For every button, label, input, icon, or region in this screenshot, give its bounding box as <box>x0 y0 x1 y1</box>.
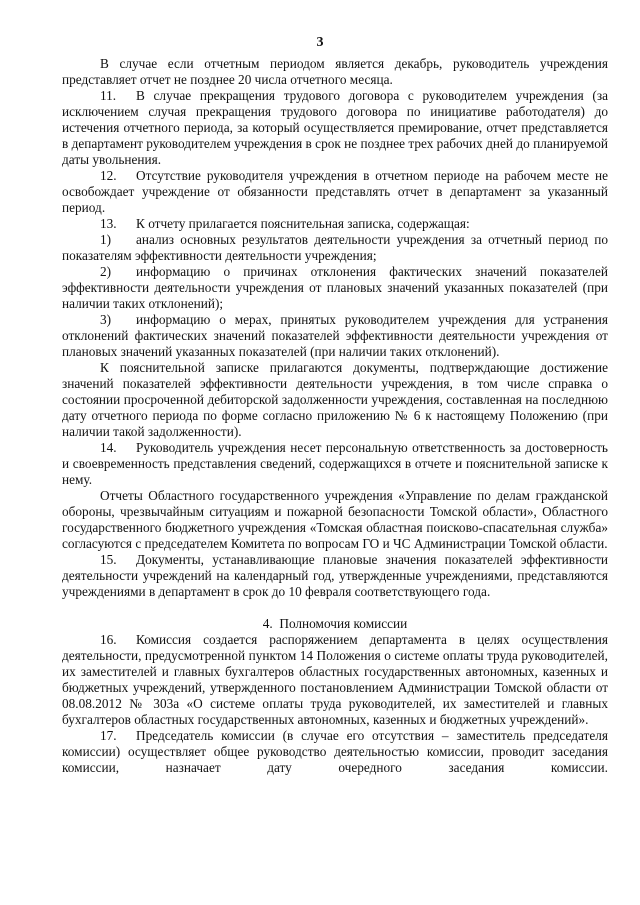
paragraph-text: Руководитель учреждения несет персональную ответственность за достоверность и своевременность представления сведений, содержащихся в отчете и пояснительной записке к нему. <box>62 440 608 487</box>
list-item-text: анализ основных результатов деятельности учреждения за отчетный период по показателям эффективности деятельности учреждения; <box>62 232 608 263</box>
paragraph-number: 11. <box>100 88 117 103</box>
page-number: 3 <box>316 35 324 50</box>
list-item-number: 2) <box>100 264 112 279</box>
list-item-number: 3) <box>100 312 112 327</box>
paragraph-16 <box>62 632 608 728</box>
paragraph-december-report <box>62 56 608 88</box>
paragraph-12 <box>62 168 608 216</box>
list-item-text: информацию о мерах, принятых руководителем учреждения для устранения отклонений фактических значений показателей эффективности деятельности учреждения от плановых значений указанных показателей (при наличии таких отклонений). <box>62 312 608 359</box>
paragraph-text: Отсутствие руководителя учреждения в отчетном периоде на рабочем месте не освобождает учреждение от обязанности представлять отчет в департамент за указанный период. <box>62 168 608 215</box>
list-item-1 <box>62 232 608 264</box>
paragraph-reports-approval <box>62 488 608 552</box>
paragraph-number: 16. <box>100 632 117 647</box>
list-item-2 <box>62 264 608 312</box>
paragraph-text: К пояснительной записке прилагаются документы, подтверждающие достижение значений показателей эффективности деятельности учреждения, в том числе справка о состоянии просроченной дебиторской задолженности учреждения, составленная на последнюю дату отчетного периода по форме согласно приложению № 6 к настоящему Положению (при наличии такой задолженности). <box>62 360 608 439</box>
paragraph-text: К отчету прилагается пояснительная записка, содержащая: <box>136 216 470 231</box>
paragraph-text: Документы, устанавливающие плановые значения показателей эффективности деятельности учреждений на календарный год, утвержденные учреждениями, представляются учреждениями в департамент в срок до 10 февраля соответствующего года. <box>62 552 608 599</box>
paragraph-number: 15. <box>100 552 117 567</box>
paragraph-14 <box>62 440 608 488</box>
paragraph-number: 14. <box>100 440 117 455</box>
paragraph-11 <box>62 88 608 168</box>
list-item-3 <box>62 312 608 360</box>
document-body <box>62 56 608 776</box>
paragraph-text: Комиссия создается распоряжением департамента в целях осуществления деятельности, предусмотренной пунктом 14 Положения о системе оплаты труда руководителей, их заместителей и главных бухгалтеров областных государственных автономных, казенных и бюджетных учреждений, утвержденного постановлением Администрации Томской области от 08.08.2012 № 303а «О системе оплаты труда руководителей, их заместителей и главных бухгалтеров областных государственных автономных, казенных и бюджетных учреждений». <box>62 632 608 727</box>
paragraph-number: 12. <box>100 168 117 183</box>
paragraph-text: Председатель комиссии (в случае его отсутствия – заместитель председателя комиссии) осуществляет общее руководство деятельностью комиссии, проводит заседания комиссии, назначает дату очередного заседания комиссии. <box>62 728 608 775</box>
paragraph-number: 13. <box>100 216 117 231</box>
paragraph-text: Отчеты Областного государственного учреждения «Управление по делам гражданской обороны, чрезвычайным ситуациям и пожарной безопасности Томской области», Областного государственного бюджетного учреждения «Томская областная поисково-спасательная служба» согласуются с председателем Комитета по вопросам ГО и ЧС Администрации Томской области. <box>62 488 608 551</box>
paragraph-13 <box>62 216 608 232</box>
paragraph-17 <box>62 728 608 776</box>
paragraph-attachments <box>62 360 608 440</box>
list-item-text: информацию о причинах отклонения фактических значений показателей эффективности деятельности учреждения от плановых значений указанных показателей (при наличии таких отклонений); <box>62 264 608 311</box>
paragraph-text: В случае прекращения трудового договора с руководителем учреждения (за исключением случая прекращения трудового договора по инициативе работодателя) до истечения отчетного периода, за который осуществляется премирование, отчет представляется в департамент руководителем учреждения в срок не позднее трех рабочих дней до планируемой даты увольнения. <box>62 88 608 167</box>
paragraph-15 <box>62 552 608 600</box>
paragraph-text: В случае если отчетным периодом является декабрь, руководитель учреждения представляет отчет не позднее 20 числа отчетного месяца. <box>62 56 608 87</box>
list-item-number: 1) <box>100 232 112 247</box>
paragraph-number: 17. <box>100 728 117 743</box>
section-heading: 4. Полномочия комиссии <box>262 616 408 631</box>
